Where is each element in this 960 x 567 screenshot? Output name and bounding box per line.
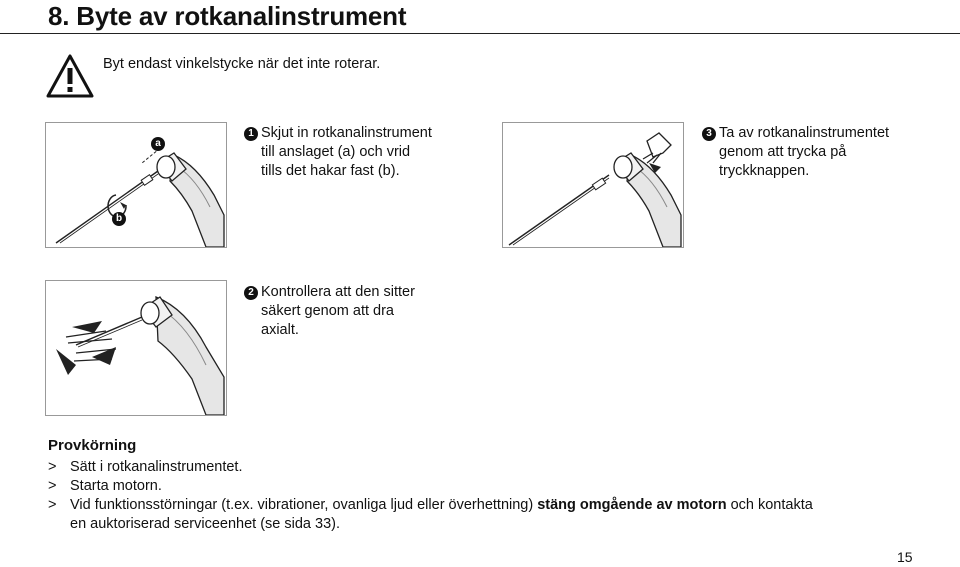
provkorning-item-3-pre: Vid funktionsstörningar (t.ex. vibrationer, ovanliga ljud eller överhettning) [70, 497, 538, 513]
step-1-line-3: tills det hakar fast (b). [261, 163, 400, 179]
title-divider [0, 33, 960, 34]
step-2-line-1: Kontrollera att den sitter [261, 284, 415, 300]
page-number: 15 [897, 549, 913, 565]
provkorning-item-1-text: Sätt i rotkanalinstrumentet. [70, 459, 243, 475]
figure-step-1 [45, 122, 227, 248]
figure-step-3 [502, 122, 684, 248]
step-1 [244, 124, 432, 181]
step-3-line-1: Ta av rotkanalinstrumentet [719, 125, 890, 141]
provkorning-heading: Provkörning [48, 437, 137, 454]
step-3-line-2: genom att trycka på [719, 144, 847, 160]
provkorning-item-3-post: och kontakta [726, 497, 813, 513]
callout-a: a [151, 137, 165, 151]
callout-b: b [112, 212, 126, 226]
step-3-line-3: tryckknappen. [719, 163, 810, 179]
provkorning-item-1 [48, 458, 242, 477]
step-2-number: 2 [244, 286, 258, 300]
provkorning-item-3-bold: stäng omgående av motorn [537, 497, 727, 513]
warning-text: Byt endast vinkelstycke när det inte roterar. [103, 56, 381, 72]
provkorning-item-3 [48, 496, 948, 534]
bullet-marker: > [48, 478, 57, 494]
page-title: 8. Byte av rotkanalinstrument [48, 1, 407, 31]
step-3-number: 3 [702, 127, 716, 141]
provkorning-item-2 [48, 477, 162, 496]
warning-triangle-icon [45, 53, 95, 99]
step-2-line-2: säkert genom att dra [261, 303, 394, 319]
step-2 [244, 283, 415, 340]
bullet-marker: > [48, 497, 57, 513]
bullet-marker: > [48, 459, 57, 475]
figure-step-2 [45, 280, 227, 416]
step-3 [702, 124, 889, 181]
step-2-line-3: axialt. [261, 322, 299, 338]
provkorning-item-3-continued: en auktoriserad serviceenhet (se sida 33). [70, 516, 341, 532]
step-1-line-1: Skjut in rotkanalinstrument [261, 125, 432, 141]
provkorning-item-2-text: Starta motorn. [70, 478, 162, 494]
step-1-line-2: till anslaget (a) och vrid [261, 144, 411, 160]
step-1-number: 1 [244, 127, 258, 141]
